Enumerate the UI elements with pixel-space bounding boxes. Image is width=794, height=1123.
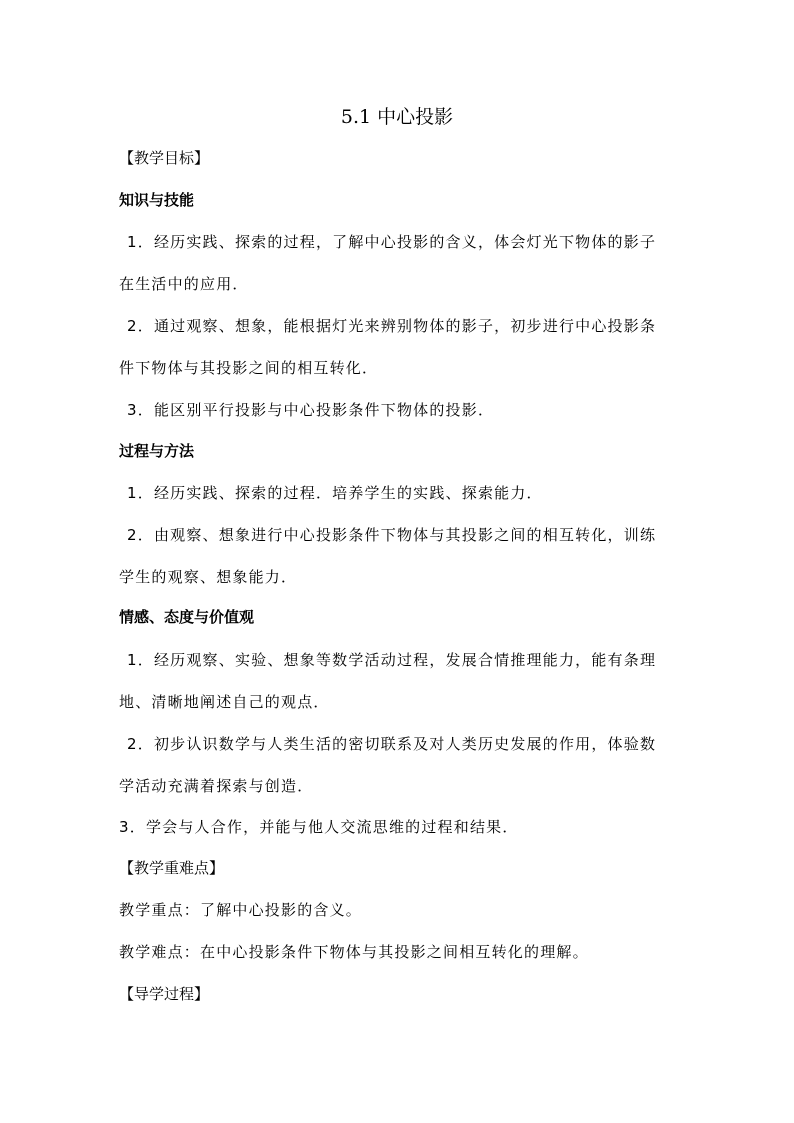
- page-title: 5.1 中心投影: [340, 106, 454, 128]
- emotion-item-1-cont: 地、清晰地阐述自己的观点．: [119, 693, 330, 711]
- key-point: 教学重点：了解中心投影的含义。: [119, 901, 363, 919]
- emotion-item-1: 1．经历观察、实验、想象等数学活动过程，发展合情推理能力，能有条理: [127, 651, 657, 669]
- difficult-point: 教学难点：在中心投影条件下物体与其投影之间相互转化的理解。: [119, 943, 589, 961]
- emotion-item-2: 2．初步认识数学与人类生活的密切联系及对人类历史发展的作用，体验数: [127, 735, 657, 753]
- subheading-emotion: 情感、态度与价值观: [119, 608, 255, 626]
- knowledge-item-1: 1．经历实践、探索的过程，了解中心投影的含义，体会灯光下物体的影子: [127, 233, 657, 251]
- section-heading-process: 【导学过程】: [119, 985, 210, 1003]
- subheading-knowledge: 知识与技能: [119, 191, 195, 209]
- section-heading-keypoints: 【教学重难点】: [119, 859, 225, 877]
- emotion-item-3: 3．学会与人合作，并能与他人交流思维的过程和结果．: [119, 818, 519, 836]
- knowledge-item-2: 2．通过观察、想象，能根据灯光来辨别物体的影子，初步进行中心投影条: [127, 317, 657, 335]
- knowledge-item-3: 3．能区别平行投影与中心投影条件下物体的投影．: [127, 401, 495, 419]
- subheading-process: 过程与方法: [119, 442, 195, 460]
- knowledge-item-2-cont: 件下物体与其投影之间的相互转化．: [119, 359, 379, 377]
- process-item-2-cont: 学生的观察、想象能力．: [119, 568, 298, 586]
- process-item-1: 1．经历实践、探索的过程．培养学生的实践、探索能力．: [127, 484, 543, 502]
- section-heading-goals: 【教学目标】: [119, 149, 210, 167]
- emotion-item-2-cont: 学活动充满着探索与创造．: [119, 777, 314, 795]
- knowledge-item-1-cont: 在生活中的应用．: [119, 275, 249, 293]
- process-item-2: 2．由观察、想象进行中心投影条件下物体与其投影之间的相互转化，训练: [127, 526, 657, 544]
